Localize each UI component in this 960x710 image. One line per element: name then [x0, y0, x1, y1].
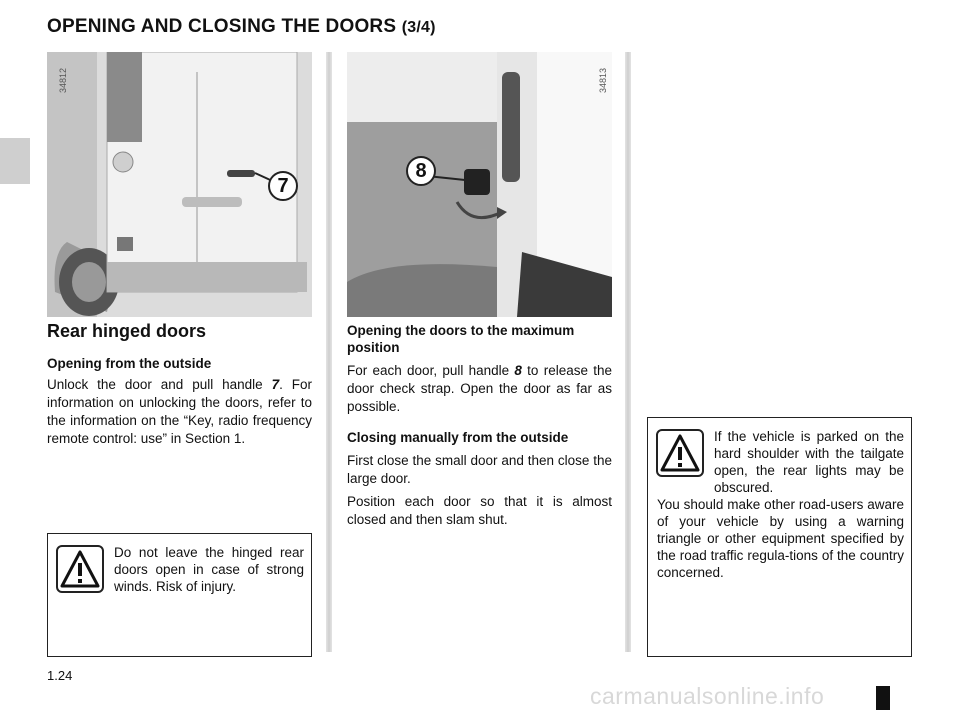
watermark: carmanualsonline.info	[590, 683, 825, 709]
paragraph-text: to release the door check strap. Open the door as far as possible.	[347, 363, 613, 414]
callout-8: 8	[406, 156, 436, 186]
paragraph-text: Unlock the door and pull handle	[47, 377, 272, 392]
warning-box-wind	[47, 533, 312, 657]
warning-text-top: If the vehicle is parked on the hard shoulder with the tailgate open, the rear lights may be obscured.	[714, 429, 904, 495]
paragraph-maximum-position	[347, 362, 612, 416]
page-title-text: OPENING AND CLOSING THE DOORS	[47, 16, 397, 37]
subheading-maximum-position: Opening the doors to the maximum position	[347, 323, 575, 355]
warning-triangle-icon	[656, 429, 704, 477]
page-title	[47, 16, 436, 38]
warning-box-hard-shoulder	[647, 417, 912, 657]
subheading-opening-outside: Opening from the outside	[47, 356, 212, 371]
section-tab	[0, 138, 30, 184]
section-heading: Rear hinged doors	[47, 321, 207, 341]
paragraph-closing-order: First close the small door and then close the large door.	[347, 453, 612, 486]
warning-triangle-icon	[56, 545, 104, 593]
column-divider	[326, 52, 332, 652]
corner-mark	[876, 686, 890, 710]
paragraph-text: . For information on unlocking the doors, refer to the information on the “Key, radio frequency remote control: use” in Section 1.	[47, 377, 312, 446]
page-title-suffix: (3/4)	[401, 19, 436, 36]
warning-text-bottom: You should make other road-users aware of your vehicle by using a warning triangle or other equipment specified by the road traffic regula-tions of the country concerned.	[657, 497, 904, 580]
column-divider	[625, 52, 631, 652]
paragraph-text: For each door, pull handle	[347, 363, 515, 378]
paragraph-opening-outside	[47, 376, 312, 448]
warning-text: Do not leave the hinged rear doors open in case of strong winds. Risk of injury.	[114, 545, 304, 594]
paragraph-slam-shut: Position each door so that it is almost closed and then slam shut.	[347, 494, 612, 527]
subheading-closing-manually: Closing manually from the outside	[347, 430, 569, 445]
handle-ref: 8	[514, 363, 522, 378]
figure-ref-code: 34813	[598, 67, 608, 93]
page-number: 1.24	[47, 668, 73, 683]
figure-ref-code: 34812	[58, 67, 68, 93]
door-check-strap-photo	[347, 52, 612, 317]
callout-7: 7	[268, 171, 298, 201]
handle-ref: 7	[271, 377, 280, 392]
